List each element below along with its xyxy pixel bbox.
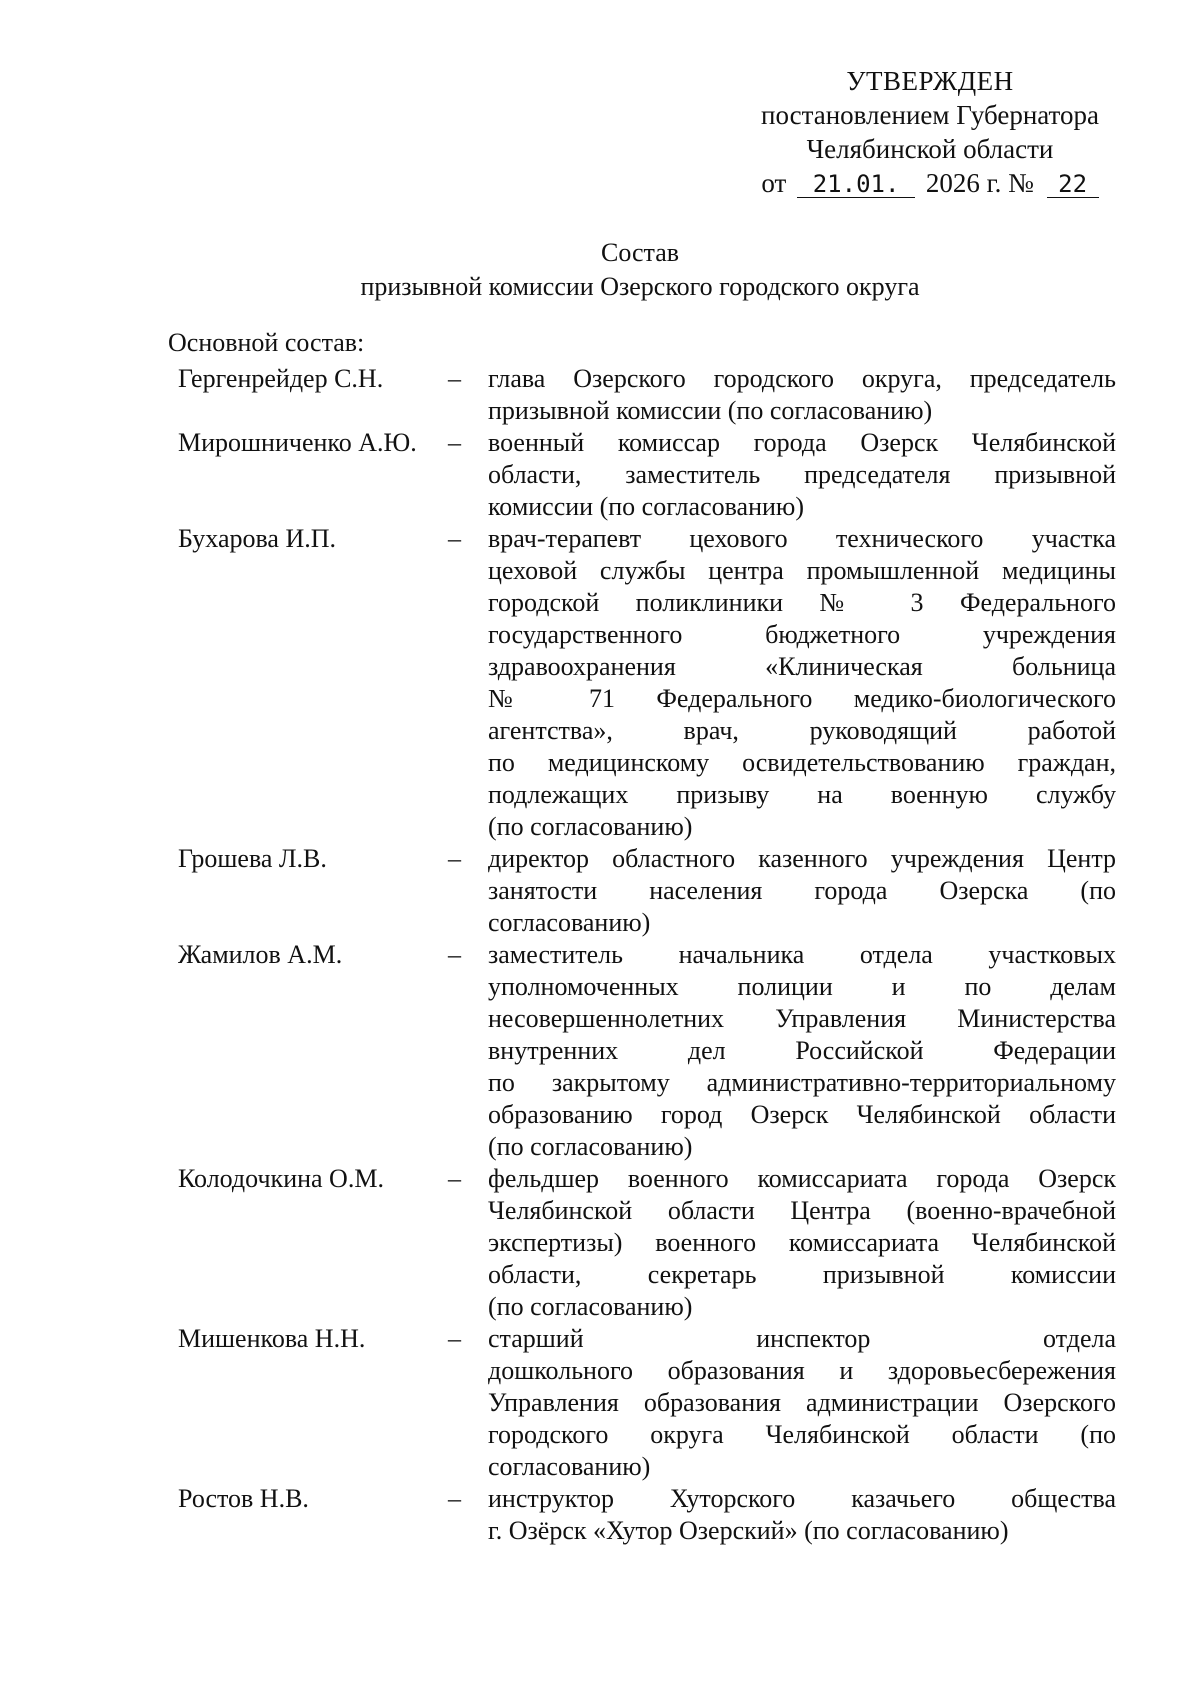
date-year: 2026 г. №	[925, 168, 1034, 198]
member-description-line: согласованию)	[488, 908, 651, 937]
member-description-line: агентства», врач, руководящий работой	[488, 716, 1116, 745]
member-description-line: инструктор Хуторского казачьего общества	[488, 1484, 1116, 1513]
member-description-line: Челябинской области Центра (военно-врачебной	[488, 1196, 1116, 1225]
member-description-line: занятости населения города Озерска (по	[488, 876, 1116, 905]
member-description-line: уполномоченных полиции и по делам	[488, 972, 1116, 1001]
member-description-line: заместитель начальника отдела участковых	[488, 940, 1116, 969]
approval-block	[730, 64, 1130, 200]
member-description-line: глава Озерского городского округа, председатель	[488, 364, 1116, 393]
member-description-line: № 71 Федерального медико-биологического	[488, 684, 1116, 713]
date-prefix: от	[761, 168, 787, 198]
member-description-line: комиссии (по согласованию)	[488, 492, 804, 521]
member-description-line: области, секретарь призывной комиссии	[488, 1260, 1116, 1289]
member-dash: –	[448, 364, 461, 393]
member-description-line: по закрытому административно-территориальному	[488, 1068, 1116, 1097]
member-name: Жамилов А.М.	[178, 940, 343, 969]
member-row	[178, 523, 1118, 843]
decree-number: 22	[1047, 171, 1099, 198]
member-description	[488, 1323, 1116, 1483]
member-dash: –	[448, 524, 461, 553]
member-description-line: подлежащих призыву на военную службу	[488, 780, 1116, 809]
member-row	[178, 1163, 1118, 1323]
member-description	[488, 363, 1116, 427]
member-dash: –	[448, 844, 461, 873]
member-description	[488, 523, 1116, 843]
member-description-line: области, заместитель председателя призывной	[488, 460, 1116, 489]
member-name: Колодочкина О.М.	[178, 1164, 384, 1193]
member-name: Мишенкова Н.Н.	[178, 1324, 366, 1353]
member-description-line: врач-терапевт цехового технического участка	[488, 524, 1116, 553]
member-description-line: городской поликлиники № 3 Федерального	[488, 588, 1116, 617]
member-row	[178, 843, 1118, 939]
member-description-line: (по согласованию)	[488, 1292, 693, 1321]
member-description-line: военный комиссар города Озерск Челябинской	[488, 428, 1116, 457]
member-description-line: г. Озёрск «Хутор Озерский» (по согласованию)	[488, 1516, 1009, 1545]
member-description-line: экспертизы) военного комиссариата Челябинской	[488, 1228, 1116, 1257]
member-name: Ростов Н.В.	[178, 1484, 309, 1513]
document-heading	[0, 236, 1200, 304]
approval-title: УТВЕРЖДЕН	[846, 66, 1014, 96]
member-description-line: цеховой службы центра промышленной медицины	[488, 556, 1116, 585]
member-dash: –	[448, 1164, 461, 1193]
member-row	[178, 363, 1118, 427]
member-name: Гергенрейдер С.Н.	[178, 364, 384, 393]
member-name: Мирошниченко А.Ю.	[178, 428, 417, 457]
member-description-line: фельдшер военного комиссариата города Озерск	[488, 1164, 1116, 1193]
approval-date-line	[730, 166, 1130, 200]
member-description-line: Управления образования администрации Озерского	[488, 1388, 1116, 1417]
member-description-line: (по согласованию)	[488, 1132, 693, 1161]
member-dash: –	[448, 428, 461, 457]
member-description	[488, 843, 1116, 939]
member-description-line: согласованию)	[488, 1452, 651, 1481]
member-description	[488, 1163, 1116, 1323]
member-description-line: внутренних дел Российской Федерации	[488, 1036, 1116, 1065]
member-description-line: призывной комиссии (по согласованию)	[488, 396, 933, 425]
heading-title: Состав	[600, 238, 680, 267]
members-list	[178, 363, 1118, 1547]
member-row	[178, 427, 1118, 523]
member-description-line: старший инспектор отдела	[488, 1324, 1116, 1353]
member-description-line: государственного бюджетного учреждения	[488, 620, 1116, 649]
member-description-line: образованию город Озерск Челябинской области	[488, 1100, 1116, 1129]
member-description-line: (по согласованию)	[488, 812, 693, 841]
approval-line-1: постановлением Губернатора	[761, 100, 1099, 130]
heading-subtitle: призывной комиссии Озерского городского округа	[360, 272, 920, 301]
member-name: Грошева Л.В.	[178, 844, 327, 873]
member-description-line: здравоохранения «Клиническая больница	[488, 652, 1116, 681]
member-row	[178, 1483, 1118, 1547]
member-dash: –	[448, 1484, 461, 1513]
date-value: 21.01.	[797, 171, 915, 198]
section-label: Основной состав:	[168, 328, 365, 357]
member-description-line: по медицинскому освидетельствованию граждан,	[488, 748, 1116, 777]
member-description-line: дошкольного образования и здоровьесбережения	[488, 1356, 1116, 1385]
member-description-line: городского округа Челябинской области (по	[488, 1420, 1116, 1449]
member-description	[488, 1483, 1116, 1547]
member-row	[178, 939, 1118, 1163]
member-dash: –	[448, 1324, 461, 1353]
member-description-line: директор областного казенного учреждения Центр	[488, 844, 1116, 873]
member-description-line: несовершеннолетних Управления Министерства	[488, 1004, 1116, 1033]
member-row	[178, 1323, 1118, 1483]
approval-line-2: Челябинской области	[806, 134, 1054, 164]
member-dash: –	[448, 940, 461, 969]
member-name: Бухарова И.П.	[178, 524, 337, 553]
member-description	[488, 427, 1116, 523]
member-description	[488, 939, 1116, 1163]
